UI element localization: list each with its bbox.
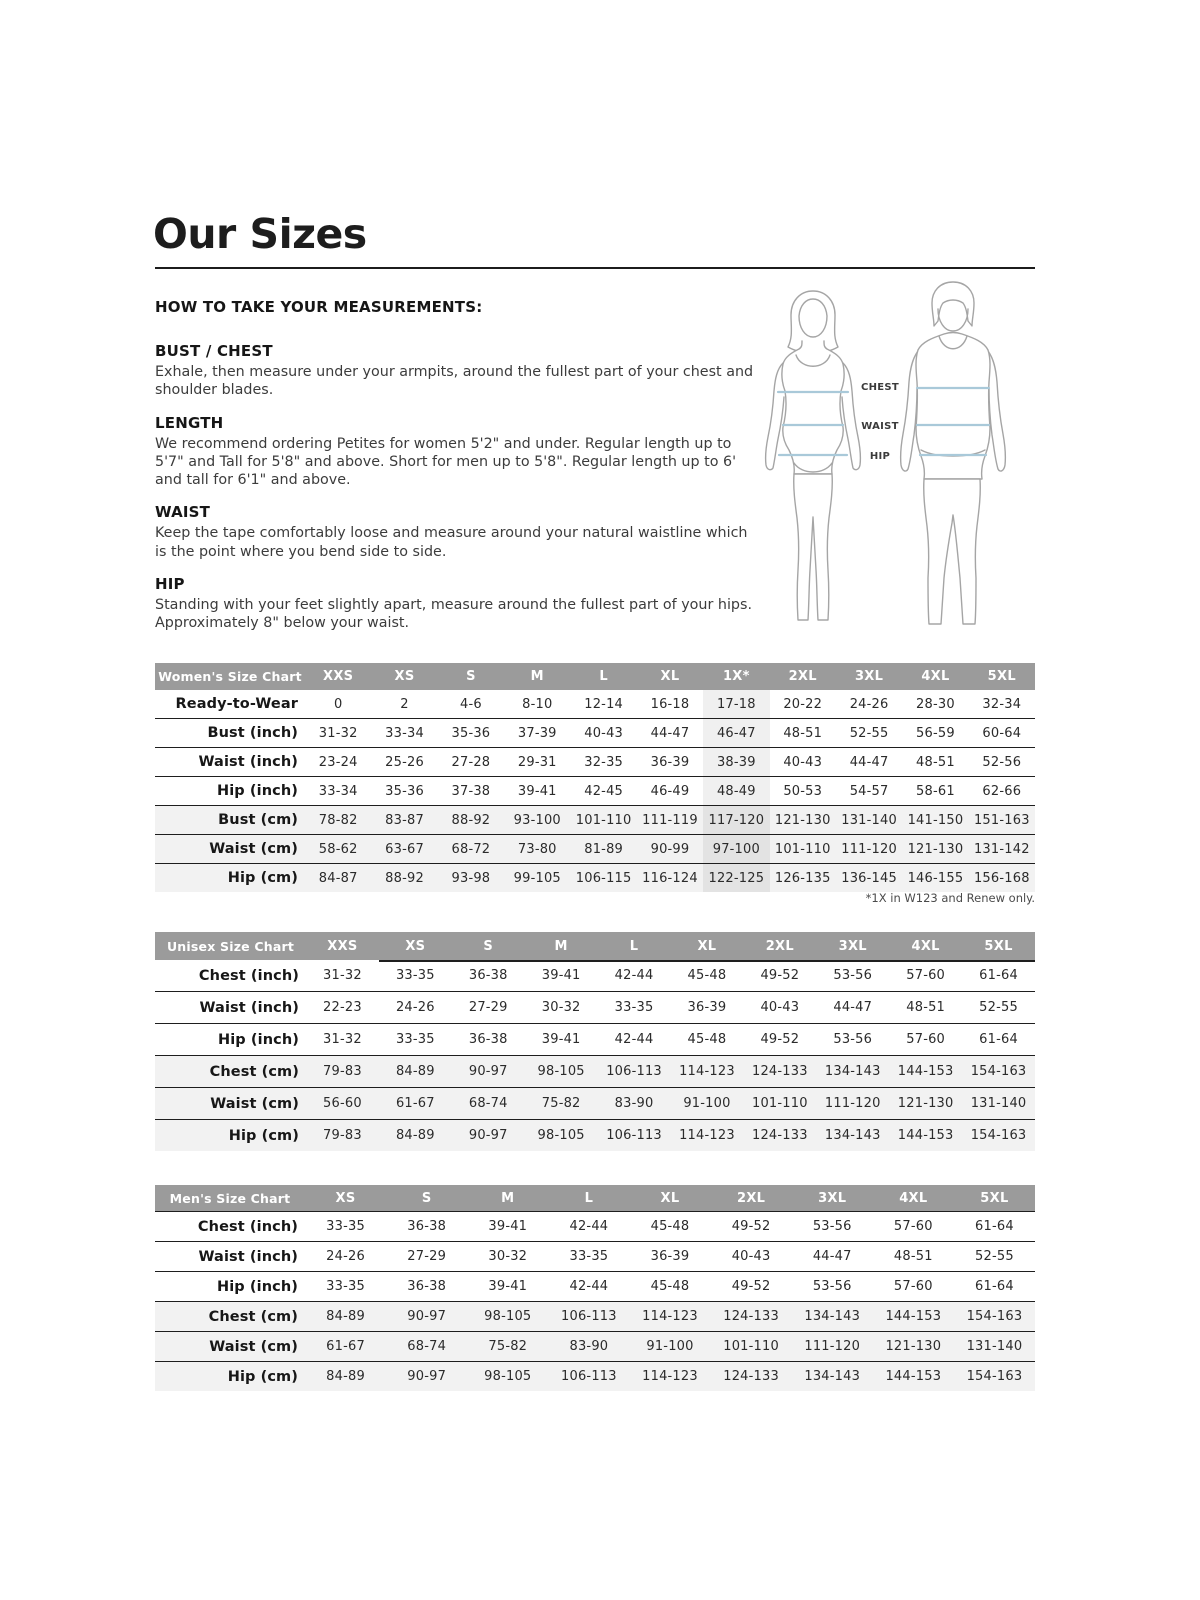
size-cell: 39-41 <box>488 1219 528 1234</box>
size-cell: 156-168 <box>973 870 1030 886</box>
size-cell: 32-35 <box>584 754 624 770</box>
table-row <box>155 805 1035 834</box>
size-cell: 35-36 <box>451 725 491 741</box>
table-row <box>155 1301 1035 1331</box>
unisex-size-chart <box>155 932 1035 1151</box>
size-cell: 57-60 <box>893 1219 933 1234</box>
size-cell: 31-32 <box>323 1032 362 1047</box>
size-cell: 39-41 <box>517 783 557 799</box>
size-cell: 111-120 <box>804 1339 861 1354</box>
size-header-cell: XL <box>660 1190 680 1206</box>
table-row <box>155 690 1035 718</box>
how-to-heading: HOW TO TAKE YOUR MEASUREMENTS: <box>155 298 483 316</box>
table-header-row <box>155 932 1035 960</box>
size-header-cell: 3XL <box>838 938 867 954</box>
size-cell: 101-110 <box>575 812 632 828</box>
size-cell: 53-56 <box>812 1279 852 1294</box>
table-row <box>155 1241 1035 1271</box>
table-row <box>155 747 1035 776</box>
size-cell: 106-113 <box>561 1369 617 1384</box>
size-cell: 83-90 <box>614 1096 654 1111</box>
size-cell: 90-97 <box>407 1369 447 1384</box>
section-title: BUST / CHEST <box>155 342 273 360</box>
size-cell: 20-22 <box>783 696 823 712</box>
size-cell: 58-61 <box>916 783 955 799</box>
table-header-row <box>155 663 1035 690</box>
table-row <box>155 863 1035 892</box>
size-cell: 61-64 <box>975 1279 1014 1294</box>
size-cell: 31-32 <box>318 725 358 741</box>
size-cell: 131-140 <box>841 812 897 828</box>
size-cell: 111-120 <box>841 841 897 857</box>
size-cell: 30-32 <box>541 1000 581 1015</box>
size-cell: 31-32 <box>323 968 362 983</box>
size-cell: 57-60 <box>906 1032 946 1047</box>
size-header-cell: L <box>629 938 639 954</box>
size-header-cell: L <box>584 1190 594 1206</box>
size-cell: 33-35 <box>614 1000 654 1015</box>
size-cell: 36-38 <box>407 1219 447 1234</box>
size-cell: 90-97 <box>468 1128 508 1143</box>
size-cell: 78-82 <box>318 812 358 828</box>
mens-size-chart <box>155 1185 1035 1391</box>
table-title: Unisex Size Chart <box>166 938 295 954</box>
size-cell: 90-97 <box>468 1064 508 1079</box>
size-cell: 58-62 <box>318 841 358 857</box>
section-body: We recommend ordering Petites for women 5'2" and under. Regular length up to 5'7" and Tall for 5'8" and above. Short for men up to 5'8". Regular length up to 6' and tall for 6'1" and above. <box>155 435 737 489</box>
size-cell: 36-39 <box>687 1000 727 1015</box>
size-cell: 124-133 <box>723 1369 779 1384</box>
size-cell: 42-44 <box>569 1219 609 1234</box>
chest-label: CHEST <box>860 382 900 393</box>
row-label: Hip (cm) <box>227 870 298 886</box>
row-label: Ready-to-Wear <box>175 696 298 712</box>
size-cell: 151-163 <box>973 812 1030 828</box>
table-row <box>155 776 1035 805</box>
table-footnote: *1X in W123 and Renew only. <box>865 891 1035 905</box>
size-cell: 49-52 <box>760 968 800 983</box>
size-cell: 99-105 <box>513 870 561 886</box>
size-cell: 61-64 <box>979 1032 1018 1047</box>
size-cell: 16-18 <box>650 696 690 712</box>
table-row <box>155 834 1035 863</box>
size-header-cell: 1X* <box>722 669 750 684</box>
size-cell: 61-64 <box>979 968 1018 983</box>
measurement-section <box>155 503 755 561</box>
row-label: Waist (inch) <box>198 1248 298 1265</box>
size-cell: 54-57 <box>849 783 889 799</box>
table-row <box>155 1361 1035 1391</box>
table-row <box>155 1023 1035 1055</box>
row-label: Waist (cm) <box>209 841 298 857</box>
row-label: Chest (cm) <box>208 1308 298 1325</box>
size-cell: 90-99 <box>650 841 690 857</box>
header-partial-rule <box>379 960 1035 962</box>
size-cell: 53-56 <box>812 1219 852 1234</box>
size-cell: 27-29 <box>407 1249 447 1264</box>
size-cell: 79-83 <box>323 1128 362 1143</box>
size-cell: 144-153 <box>897 1064 954 1079</box>
table-title: Men's Size Chart <box>169 1190 291 1206</box>
size-cell: 88-92 <box>385 870 424 886</box>
size-cell: 61-67 <box>395 1096 435 1111</box>
size-header-cell: 4XL <box>921 669 950 684</box>
size-cell: 33-35 <box>395 1032 435 1047</box>
size-cell: 48-49 <box>703 777 769 805</box>
size-cell: 44-47 <box>650 725 690 741</box>
size-cell: 124-133 <box>723 1309 779 1324</box>
size-cell: 33-35 <box>395 968 435 983</box>
size-cell: 134-143 <box>804 1309 861 1324</box>
size-cell: 23-24 <box>318 754 358 770</box>
table-row <box>155 1087 1035 1119</box>
size-cell: 93-98 <box>451 870 491 886</box>
row-label: Hip (cm) <box>227 1368 298 1385</box>
size-cell: 97-100 <box>703 835 769 863</box>
size-header-cell: M <box>501 1190 515 1206</box>
size-cell: 48-51 <box>783 725 823 741</box>
measurement-section <box>155 414 755 490</box>
row-label: Chest (inch) <box>198 967 299 984</box>
size-cell: 12-14 <box>584 696 624 712</box>
size-cell: 0 <box>333 696 343 712</box>
size-header-cell: S <box>466 669 476 684</box>
size-cell: 98-105 <box>484 1309 532 1324</box>
measurement-figures <box>745 276 1035 641</box>
size-cell: 146-155 <box>907 870 964 886</box>
size-cell: 93-100 <box>513 812 561 828</box>
size-header-cell: 3XL <box>818 1190 847 1206</box>
size-cell: 40-43 <box>584 725 624 741</box>
size-header-cell: XS <box>405 938 426 954</box>
size-cell: 84-89 <box>395 1064 435 1079</box>
size-cell: 114-123 <box>679 1128 735 1143</box>
size-cell: 75-82 <box>541 1096 581 1111</box>
size-cell: 45-48 <box>650 1279 690 1294</box>
size-cell: 39-41 <box>541 968 581 983</box>
size-cell: 49-52 <box>731 1279 771 1294</box>
size-cell: 25-26 <box>385 754 424 770</box>
size-cell: 124-133 <box>751 1128 808 1143</box>
row-label: Waist (inch) <box>199 999 299 1016</box>
size-cell: 111-120 <box>824 1096 881 1111</box>
size-cell: 48-51 <box>893 1249 933 1264</box>
size-cell: 40-43 <box>760 1000 800 1015</box>
size-cell: 91-100 <box>683 1096 731 1111</box>
row-label: Hip (inch) <box>217 1278 298 1295</box>
size-cell: 61-64 <box>975 1219 1014 1234</box>
section-title: LENGTH <box>155 413 224 432</box>
size-cell: 52-56 <box>982 754 1022 770</box>
size-cell: 98-105 <box>537 1128 585 1143</box>
size-cell: 63-67 <box>385 841 424 857</box>
size-cell: 73-80 <box>517 841 557 857</box>
row-label: Chest (inch) <box>197 1218 298 1235</box>
table-row <box>155 960 1035 991</box>
size-cell: 57-60 <box>906 968 946 983</box>
size-cell: 56-60 <box>323 1096 362 1111</box>
size-cell: 42-44 <box>569 1279 609 1294</box>
size-header-cell: 4XL <box>911 938 940 954</box>
size-cell: 38-39 <box>703 748 769 776</box>
size-cell: 28-30 <box>916 696 955 712</box>
size-cell: 83-90 <box>569 1339 609 1354</box>
measurement-sections <box>155 342 755 633</box>
size-cell: 61-67 <box>326 1339 365 1354</box>
title-divider <box>155 267 1035 269</box>
size-cell: 154-163 <box>970 1064 1027 1079</box>
size-cell: 131-142 <box>973 841 1030 857</box>
measurement-section <box>155 342 755 400</box>
size-header-cell: M <box>554 938 568 954</box>
size-cell: 45-48 <box>687 1032 727 1047</box>
size-cell: 81-89 <box>584 841 624 857</box>
size-cell: 106-115 <box>575 870 632 886</box>
size-cell: 50-53 <box>783 783 823 799</box>
size-cell: 39-41 <box>541 1032 581 1047</box>
row-label: Hip (inch) <box>217 783 298 799</box>
size-cell: 52-55 <box>975 1249 1014 1264</box>
size-cell: 114-123 <box>679 1064 735 1079</box>
size-header-cell: 5XL <box>987 669 1016 684</box>
size-cell: 40-43 <box>783 754 823 770</box>
size-cell: 75-82 <box>488 1339 528 1354</box>
size-header-cell: 2XL <box>788 669 817 684</box>
size-cell: 134-143 <box>824 1064 881 1079</box>
size-cell: 84-89 <box>326 1309 365 1324</box>
size-cell: 116-124 <box>642 870 698 886</box>
size-cell: 33-35 <box>326 1219 365 1234</box>
size-cell: 84-89 <box>395 1128 435 1143</box>
size-cell: 35-36 <box>385 783 424 799</box>
table-row <box>155 991 1035 1023</box>
section-body: Exhale, then measure under your armpits, around the fullest part of your chest and shoulder blades. <box>155 364 754 399</box>
size-cell: 4-6 <box>459 696 482 712</box>
size-cell: 88-92 <box>451 812 491 828</box>
size-cell: 24-26 <box>849 696 889 712</box>
size-header-cell: XS <box>394 669 415 684</box>
size-cell: 17-18 <box>703 690 769 718</box>
size-cell: 131-140 <box>970 1096 1027 1111</box>
table-row <box>155 1055 1035 1087</box>
size-cell: 57-60 <box>893 1279 933 1294</box>
table-row <box>155 1271 1035 1301</box>
size-cell: 45-48 <box>650 1219 690 1234</box>
size-cell: 154-163 <box>966 1369 1023 1384</box>
row-label: Waist (inch) <box>198 754 298 770</box>
size-cell: 32-34 <box>982 696 1022 712</box>
size-cell: 98-105 <box>537 1064 585 1079</box>
size-cell: 39-41 <box>488 1279 528 1294</box>
size-cell: 2 <box>400 696 409 712</box>
size-header-cell: L <box>599 669 608 684</box>
size-cell: 36-38 <box>407 1279 447 1294</box>
size-cell: 136-145 <box>841 870 897 886</box>
size-cell: 49-52 <box>731 1219 771 1234</box>
size-cell: 42-44 <box>614 1032 654 1047</box>
hip-label: HIP <box>869 451 891 462</box>
size-cell: 33-34 <box>318 783 358 799</box>
size-cell: 154-163 <box>970 1128 1027 1143</box>
size-cell: 52-55 <box>979 1000 1018 1015</box>
size-cell: 48-51 <box>916 754 955 770</box>
size-cell: 36-39 <box>650 754 690 770</box>
size-cell: 134-143 <box>824 1128 881 1143</box>
row-label: Waist (cm) <box>210 1095 299 1112</box>
how-to-measure-block <box>155 298 755 647</box>
size-cell: 122-125 <box>703 864 769 892</box>
size-cell: 144-153 <box>885 1369 942 1384</box>
size-cell: 101-110 <box>723 1339 779 1354</box>
size-cell: 121-130 <box>774 812 831 828</box>
size-cell: 46-49 <box>650 783 690 799</box>
size-cell: 44-47 <box>833 1000 873 1015</box>
size-cell: 106-113 <box>606 1128 662 1143</box>
womens-size-chart <box>155 663 1035 892</box>
size-cell: 84-89 <box>326 1369 365 1384</box>
size-cell: 117-120 <box>703 806 769 834</box>
size-header-cell: 2XL <box>736 1190 766 1206</box>
size-cell: 134-143 <box>804 1369 861 1384</box>
size-cell: 98-105 <box>484 1369 532 1384</box>
size-cell: 52-55 <box>849 725 889 741</box>
size-cell: 36-39 <box>650 1249 690 1264</box>
size-cell: 40-43 <box>731 1249 771 1264</box>
size-cell: 114-123 <box>642 1309 698 1324</box>
size-cell: 126-135 <box>774 870 831 886</box>
table-row <box>155 1212 1035 1241</box>
section-title: HIP <box>155 575 185 594</box>
size-header-cell: 2XL <box>765 938 794 954</box>
row-label: Bust (cm) <box>218 812 298 828</box>
size-cell: 27-29 <box>468 1000 508 1015</box>
size-cell: 111-119 <box>642 812 698 828</box>
size-cell: 79-83 <box>323 1064 362 1079</box>
size-header-cell: XXS <box>327 938 358 954</box>
size-cell: 46-47 <box>703 719 769 747</box>
row-label: Hip (cm) <box>228 1127 299 1144</box>
size-cell: 101-110 <box>751 1096 808 1111</box>
size-header-cell: XL <box>697 938 717 954</box>
size-cell: 62-66 <box>982 783 1022 799</box>
size-header-cell: S <box>483 938 494 954</box>
size-cell: 42-44 <box>614 968 654 983</box>
size-cell: 144-153 <box>897 1128 954 1143</box>
size-cell: 36-38 <box>468 968 508 983</box>
size-cell: 154-163 <box>966 1309 1023 1324</box>
size-cell: 68-74 <box>407 1339 447 1354</box>
size-cell: 106-113 <box>606 1064 662 1079</box>
size-cell: 33-35 <box>326 1279 365 1294</box>
size-cell: 141-150 <box>907 812 964 828</box>
row-label: Waist (cm) <box>209 1338 298 1355</box>
size-cell: 33-34 <box>385 725 424 741</box>
size-header-cell: XXS <box>323 669 354 684</box>
size-cell: 37-39 <box>517 725 557 741</box>
table-header-row <box>155 1185 1035 1212</box>
size-header-cell: S <box>421 1190 432 1206</box>
size-cell: 33-35 <box>569 1249 609 1264</box>
size-cell: 84-87 <box>318 870 358 886</box>
size-cell: 121-130 <box>885 1339 942 1354</box>
size-cell: 121-130 <box>907 841 964 857</box>
section-title: WAIST <box>155 503 211 522</box>
size-cell: 44-47 <box>812 1249 852 1264</box>
size-cell: 101-110 <box>774 841 831 857</box>
table-row <box>155 1331 1035 1361</box>
size-header-cell: 4XL <box>899 1190 928 1206</box>
size-cell: 37-38 <box>451 783 491 799</box>
table-title: Women's Size Chart <box>158 669 302 684</box>
size-cell: 131-140 <box>966 1339 1023 1354</box>
size-cell: 36-38 <box>468 1032 508 1047</box>
size-cell: 68-72 <box>451 841 491 857</box>
size-cell: 42-45 <box>584 783 624 799</box>
size-cell: 144-153 <box>885 1309 942 1324</box>
size-header-cell: 3XL <box>854 669 884 684</box>
table-row <box>155 1119 1035 1151</box>
section-body: Standing with your feet slightly apart, measure around the fullest part of your hips. Approximately 8" below your waist. <box>155 597 752 632</box>
size-cell: 8-10 <box>522 696 553 712</box>
page-title: Our Sizes <box>153 210 367 258</box>
size-cell: 90-97 <box>407 1309 447 1324</box>
size-cell: 49-52 <box>760 1032 800 1047</box>
row-label: Hip (inch) <box>218 1031 299 1048</box>
size-cell: 60-64 <box>982 725 1022 741</box>
size-cell: 114-123 <box>642 1369 698 1384</box>
size-cell: 27-28 <box>451 754 491 770</box>
table-row <box>155 718 1035 747</box>
size-cell: 68-74 <box>468 1096 508 1111</box>
row-label: Chest (cm) <box>209 1063 299 1080</box>
size-cell: 24-26 <box>326 1249 365 1264</box>
size-cell: 45-48 <box>687 968 727 983</box>
size-header-cell: 5XL <box>984 938 1013 954</box>
size-cell: 56-59 <box>916 725 955 741</box>
size-cell: 30-32 <box>488 1249 528 1264</box>
size-header-cell: XL <box>660 669 680 684</box>
size-cell: 83-87 <box>385 812 424 828</box>
size-cell: 53-56 <box>833 968 873 983</box>
size-cell: 29-31 <box>517 754 557 770</box>
size-cell: 124-133 <box>751 1064 808 1079</box>
size-cell: 48-51 <box>906 1000 946 1015</box>
size-cell: 44-47 <box>849 754 889 770</box>
size-header-cell: M <box>530 669 544 684</box>
waist-label: WAIST <box>861 421 899 432</box>
measurement-section <box>155 575 755 633</box>
size-cell: 22-23 <box>323 1000 362 1015</box>
section-body: Keep the tape comfortably loose and measure around your natural waistline which is the point where you bend side to side. <box>155 525 748 560</box>
size-cell: 53-56 <box>833 1032 873 1047</box>
size-cell: 24-26 <box>395 1000 435 1015</box>
size-cell: 121-130 <box>897 1096 954 1111</box>
size-cell: 91-100 <box>646 1339 694 1354</box>
size-header-cell: 5XL <box>980 1190 1009 1206</box>
size-header-cell: XS <box>335 1190 356 1206</box>
size-cell: 106-113 <box>561 1309 617 1324</box>
row-label: Bust (inch) <box>207 725 298 741</box>
